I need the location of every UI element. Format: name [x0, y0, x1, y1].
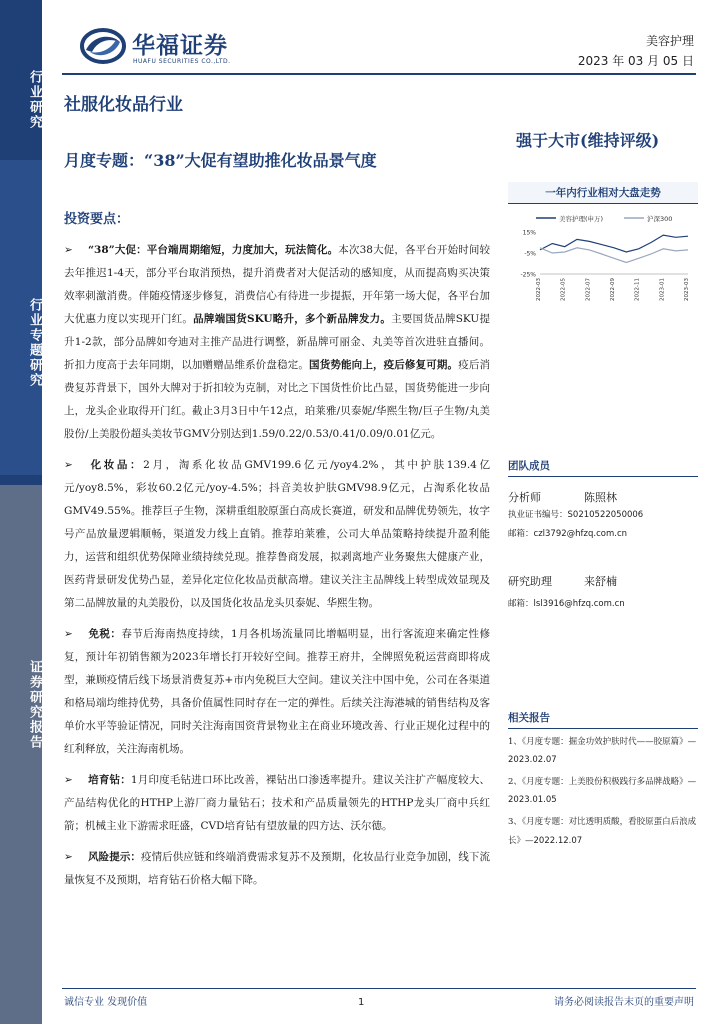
sidebar-label-topic-research: 行业专题研究 [27, 298, 42, 388]
assistant-role: 研究助理 [508, 575, 552, 588]
paragraph-text: 主要国货品牌SKU提升1-2款，部分品牌如夸迪对主推产品进行调整，新晶牌可丽金、丸美等首次进驻直播间。折扣力度高于去年同期，以加赠赠品维系价盘稳定。 [64, 313, 491, 371]
analyst-cert [508, 508, 698, 520]
paragraph-lead: 免税： [88, 628, 122, 640]
paragraph-lead: 品牌端国货SKU略升，多个新品牌发力。 [193, 313, 392, 325]
paragraph-38-promotion [64, 239, 490, 446]
company-logo [80, 26, 270, 70]
logo-chinese-name: 华福证券 [132, 33, 228, 59]
paragraph-text: 疫情后供应链和终端消费需求复苏不及预期，化妆品行业竞争加剧，线下流量恢复不及预期，培育钻石价格大幅下降。 [64, 851, 491, 886]
paragraph-cosmetics [64, 454, 490, 615]
arrow-bullet-icon: ➢ [64, 774, 73, 786]
header-date: 2023 年 03 月 05 日 [577, 54, 694, 68]
paragraph-text: 疫后消费复苏背景下，国外大牌对于折扣较为克制，对比之下国货性价比凸显，国货势能进一步向上，龙头企业取得开门红。截止3月3日中午12点，珀莱雅/贝泰妮/华熙生物/巨子生物/丸美股份/上美股份超头美妆节GMV分别达到1.59/0.22/0.53/0.41/0.09/0.01亿元。 [64, 359, 491, 440]
analyst-name: 陈照林 [584, 491, 617, 504]
chart-title: 一年内行业相对大盘走势 [508, 182, 698, 204]
analyst-email [508, 527, 698, 539]
logo-english-name: HUAFU SECURITIES CO.,LTD. [133, 58, 231, 65]
sidebar-label-industry-research: 行业研究 [27, 70, 42, 130]
paragraph-duty-free [64, 623, 490, 761]
assistant-email [508, 597, 698, 609]
legend-label-0: 美容护理(申万) [559, 215, 604, 223]
assistant-row [508, 573, 698, 589]
sidebar-block-bottom [0, 485, 42, 1024]
paragraph-lead: 国货势能向上，疫后修复可期。 [309, 359, 459, 371]
x-tick-label: 2022-03 [536, 278, 542, 301]
left-sidebar [0, 0, 42, 1024]
y-tick-label: -25% [520, 271, 536, 279]
arrow-bullet-icon: ➢ [64, 244, 73, 256]
paragraph-lab-diamond [64, 769, 490, 838]
paragraph-text: 2月，淘系化妆品GMV199.6亿元/yoy4.2%，其中护肤139.4亿元/yoy8.5%，彩妆60.2亿元/yoy-4.5%；抖音美妆护肤GMV98.9亿元，占淘系化妆品GMV49.55%。推荐巨子生物，深耕重组胶原蛋白高成长赛道，研发和品牌优势领先，妆字号产品放量逻辑顺畅，渠道发力线上直销。推荐珀莱雅，公司大单品策略持续提升盈利能力，运营和组织优势保障业绩持续兑现。推荐鲁商发展，拟剥离地产业务聚焦大健康产业，医药背景研发优势凸显，差异化定位化妆品贡献高增。建议关注主品牌线上转型成效显现及第二品牌放量的丸美股份，以及国货化妆品龙头贝泰妮、华熙生物。 [64, 459, 490, 609]
sidebar-divider [0, 475, 42, 485]
investment-heading: 投资要点： [64, 212, 130, 227]
related-report-item[interactable] [508, 773, 698, 792]
header-rule [62, 73, 696, 75]
email-label: 邮箱： [508, 529, 534, 539]
assistant-name: 来舒楠 [584, 575, 617, 588]
chart-svg [508, 204, 698, 312]
paragraph-text: 1月印度毛钻进口环比改善，裸钻出口渗透率提升。建议关注扩产幅度较大、产品结构优化的HTHP上游厂商力量钻石；技术和产品质量领先的HTHP龙头厂商中兵红箭；机械主业下游需求旺盛，CVD培育钻有望放量的四方达、沃尔德。 [64, 774, 491, 832]
report-link-title[interactable]: 3、《月度专题：对比透明质酸，看胶原蛋白后浪成长》— [508, 817, 697, 846]
report-link-title[interactable]: 2、《月度专题：上美股份积极践行多品牌战略》— [508, 777, 697, 787]
arrow-bullet-icon: ➢ [64, 851, 73, 863]
y-tick-label: -5% [524, 250, 536, 258]
related-report-item[interactable] [508, 733, 698, 752]
sidebar-label-securities-report: 证券研究报告 [27, 660, 42, 750]
footer-rule [62, 988, 696, 989]
footer-slogan: 诚信专业 发现价值 [64, 997, 148, 1008]
paragraph-lead: 培育钻： [88, 774, 131, 786]
team-section [508, 458, 698, 609]
report-title: 月度专题：“38”大促有望助推化妆品景气度 [64, 151, 377, 170]
related-report-date: 2023.01.05 [508, 795, 557, 805]
related-reports [508, 710, 698, 851]
investment-highlights [64, 208, 490, 900]
report-link-title[interactable]: 1、《月度专题：掘金功效护肤时代——胶原篇》— [508, 737, 697, 747]
paragraph-lead: “38”大促：平台端周期缩短，力度加大，玩法简化。 [88, 244, 339, 256]
related-report-item[interactable] [508, 813, 698, 851]
x-tick-label: 2022-05 [560, 278, 567, 301]
page-number: 1 [358, 997, 365, 1008]
x-tick-label: 2022-09 [610, 278, 616, 301]
paragraph-text: 本次38大促，各平台开始时间较去年推迟1-4天，部分平台取消预热，提升消费者对大促活动的感知度，从而提高购买决策效率刺激消费。伴随疫情逐步修复，消费信心有待进一步提振，开年第一场大促，各平台加大优惠力度以实现开门红。 [64, 244, 490, 325]
industry-name: 社服化妆品行业 [64, 95, 183, 115]
x-tick-label: 2023-01 [659, 278, 666, 301]
email-address[interactable]: czl3792@hfzq.com.cn [533, 529, 627, 539]
paragraph-text: 春节后海南热度持续，1月各机场流量同比增幅明显，出行客流迎来确定性修复，预计年初销售额为2023年增长打开较好空间。推荐王府井，全牌照免税运营商即将成型，兼顾疫情后线下场景消费复苏+市内免税巨大空间。建议关注中国中免，公司在各渠道和格局端均维持优势，具备价值属性同时存在一定的弹性。后续关注海港城的销售结构及客单价水平等验证情况，同时关注海南国资背景物业主在商业环境改善、行业正规化过程中的红利释放，关注海南机场。 [64, 628, 490, 755]
relative-performance-chart [508, 182, 698, 312]
paragraph-lead: 化妆品： [88, 459, 144, 471]
related-report-date: 2023.02.07 [508, 755, 557, 765]
legend-label-1: 沪深300 [647, 215, 673, 223]
paragraph-risk [64, 846, 490, 892]
x-tick-label: 2022-07 [585, 278, 592, 301]
y-tick-label: 15% [522, 229, 536, 237]
related-report-date: 2022.12.07 [533, 836, 583, 846]
team-heading: 团队成员 [508, 458, 698, 477]
x-tick-label: 2022-11 [634, 278, 641, 301]
rating: 强于大市(维持评级) [516, 131, 660, 150]
cert-number: S0210522050006 [567, 510, 644, 520]
email-address[interactable]: lsl3916@hfzq.com.cn [533, 599, 625, 609]
series-line-1 [540, 248, 688, 263]
arrow-bullet-icon: ➢ [64, 628, 73, 640]
arrow-bullet-icon: ➢ [64, 459, 73, 471]
header-category: 美容护理 [645, 34, 694, 48]
paragraph-lead: 风险提示： [88, 851, 141, 863]
analyst-role: 分析师 [508, 491, 541, 504]
reports-heading: 相关报告 [508, 710, 698, 729]
analyst-row [508, 489, 698, 505]
footer-disclaimer: 请务必阅读报告末页的重要声明 [554, 997, 694, 1008]
cert-label: 执业证书编号： [508, 510, 568, 520]
logo-swirl-icon [80, 26, 126, 66]
x-tick-label: 2023-03 [684, 278, 690, 301]
email-label: 邮箱： [508, 599, 534, 609]
